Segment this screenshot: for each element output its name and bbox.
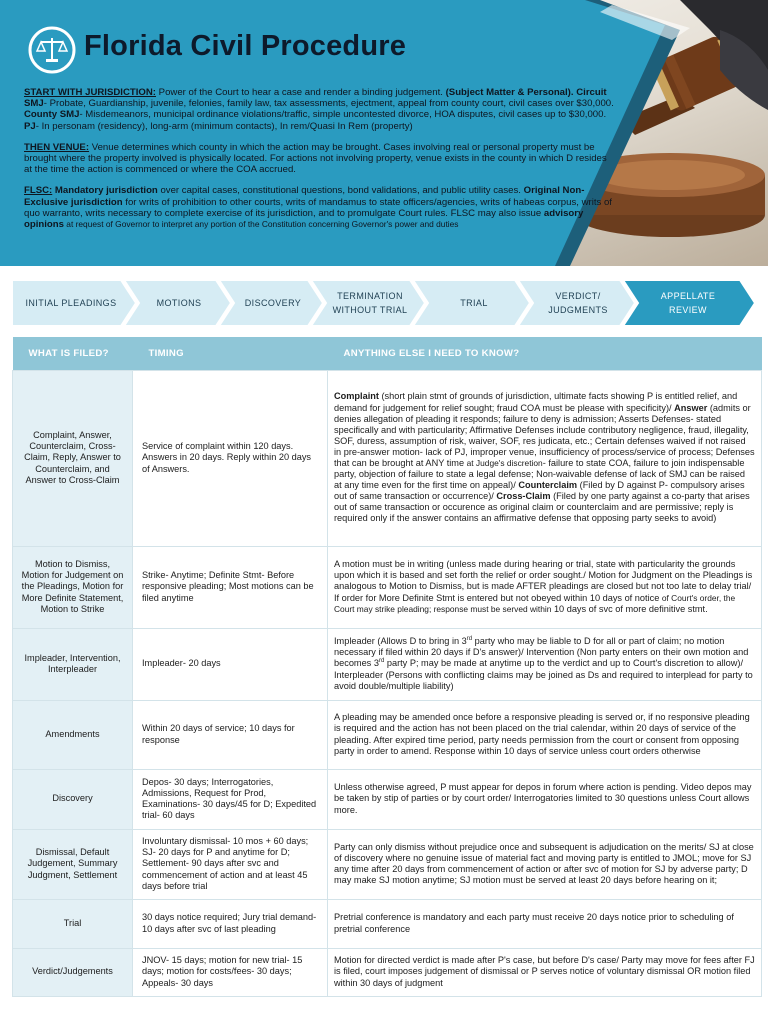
column-header-what-filed: WHAT IS FILED? [13,337,133,370]
cell-filed: Verdict/Judgements [13,948,133,996]
venue-label: THEN VENUE: [24,141,90,153]
flsc-label: FLSC: [24,185,53,197]
step-trial: TRIAL [460,298,488,308]
header [0,0,768,266]
cell-filed: Amendments [13,700,133,769]
county-label: County SMJ [24,109,80,121]
mandatory-label: Mandatory jurisdiction [52,185,158,197]
step-initial-pleadings: INITIAL PLEADINGS [25,298,117,308]
advisory-label: advisory opinions [24,207,584,231]
venue-paragraph [24,142,616,176]
table-row [13,628,762,700]
table-row [13,769,762,829]
cell-filed: Dismissal, Default Judgement, Summary Judgment, Settlement [13,829,133,899]
cell-notes: Impleader (Allows D to bring in 3rd party who may be liable to D for all or part of claim; no motion necessary if filed within 20 days if D's answer)/ Intervention (Non party enters on their own motion and becomes 3rd party P; may be made at anytime up to the verdict and up to Court's discretion to allow)/ Interpleader (Persons with conflicting claims may be joined as Ds and required to interplead for party to avoid double/multiple liability) [328,628,762,700]
flsc-paragraph [24,185,616,230]
cell-timing: Impleader- 20 days [133,628,328,700]
jurisdiction-label: START WITH JURISDICTION: [24,87,156,98]
pj-text: - In personam (residency), long-arm (minimum contacts), In rem/Quasi In Rem (property) [35,120,413,132]
cell-filed: Motion to Dismiss, Motion for Judgement on the Pleadings, Motion for More Definite Statement, Motion to Strike [13,546,133,628]
cell-notes: Complaint (short plain stmt of grounds of jurisdiction, ultimate facts showing P is entitled relief, and demand for judgement for relief sought; fraud COA must be please with specificity)/ Answer (admits or denies allegation of pleading it responds; failure to deny is admission; Asserts Defenses- stated specifically and with particularity; Affirmative Defenses include contributory negligence, fraud, illegality, SOF, duress, assumption of risk, waiver, SOF, res judicata, etc.; Certain defenses waived if not raised in pre-answer motion- lack of PJ, improper venue, insufficiency of process/service of process; Defenses that can be brought at ANY time at Judge's discretion- failure to state COA, failure to join indispensable party, objection of failure to state a legal defense; Non-waivable defense of lack of SMJ can be raised at any time even for the first time on appeal)/ Counterclaim (Filed by D against P- compulsory arises out of same transaction or occurrence)/ Cross-Claim (Filed by one party against a co-party that arises out of same transaction or occurence as original claim or counterclaim and are permissive; reply is required only if the answer contains an affirmative defense that opposing party seeks to avoid) [328,370,762,546]
column-header-timing: TIMING [133,337,328,370]
cell-filed: Discovery [13,769,133,829]
scales-of-justice-icon [28,26,76,74]
cell-timing: Strike- Anytime; Definite Stmt- Before responsive pleading; Most motions can be filed anytime [133,546,328,628]
cell-notes: Party can only dismiss without prejudice once and subsequent is adjudication on the merits/ SJ at close of discovery where no genuine issue of material fact and moving party is entitled to JMOL; move for SJ any time after 20 days from commencement of action or after svc of motion for SJ by adverse party; D may make SJ motion anytime; SJ motion must be served at least 20 days before hearing on it; [328,829,762,899]
table-row [13,948,762,996]
advisory-text: at request of Governor to interpret any portion of the Constitution concerning Governor's power and duties [63,219,459,230]
cell-filed: Trial [13,899,133,948]
intro-text [24,87,616,240]
procedure-table [12,337,762,997]
cell-timing: Depos- 30 days; Interrogatories, Admissions, Request for Prod, Examinations- 30 days/45 for D; Expedited trial- 60 days [133,769,328,829]
table-row [13,899,762,948]
cell-notes: Motion for directed verdict is made after P's case, but before D's case/ Party may move for fees after FJ is filed, court imposes judgement of dismissal or P serves notice of voluntary dismissal OR motion filed within 30 days of judgment [328,948,762,996]
table-row [13,829,762,899]
jurisdiction-text: Power of the Court to hear a case and render a binding judgement. [156,87,446,98]
column-header-notes: ANYTHING ELSE I NEED TO KNOW? [328,337,762,370]
cell-timing: JNOV- 15 days; motion for new trial- 15 days; motion for costs/fees- 30 days; Appeals- 30 days [133,948,328,996]
step-discovery: DISCOVERY [244,298,302,308]
table-row [13,370,762,546]
mandatory-text: over capital cases, constitutional questions, bond validations, and public utility cases. [157,185,524,197]
county-text: - Misdemeanors, municipal ordinance violations/traffic, simple uncontested divorce, HOA disputes, civil cases up to $30,000. [79,109,607,121]
cell-timing: Service of complaint within 120 days. Answers in 20 days. Reply within 20 days of Answers. [133,370,328,546]
page-title: Florida Civil Procedure [84,30,407,62]
step-motions: MOTIONS [156,298,202,308]
process-steps [12,280,756,326]
cell-notes: Pretrial conference is mandatory and each party must receive 20 days notice prior to scheduling of pretrial conference [328,899,762,948]
table-header-row [13,337,762,370]
table-row [13,700,762,769]
pj-label: PJ [24,120,36,132]
cell-timing: Within 20 days of service; 10 days for response [133,700,328,769]
jurisdiction-bold: (Subject Matter & Personal). [445,87,574,98]
cell-timing: Involuntary dismissal- 10 mos + 60 days; SJ- 20 days for P and anytime for D; Settlement- 90 days after svc and commencement of action and at least 45 days before trial [133,829,328,899]
original-text: for writs of prohibition to other courts, writs of mandamus to state officers/agencies, writs of habeas corpus, writs of quo warranto, writs necessary to complete exercise of its jurisdiction, and to promulgate Court rules. FLSC may also issue [24,196,612,219]
original-label: Original Non-Exclusive jurisdiction [24,185,585,208]
table-row [13,546,762,628]
step-termination-without-trial: TERMINATION WITHOUT TRIAL [332,291,408,315]
cell-filed: Complaint, Answer, Counterclaim, Cross-Claim, Reply, Answer to Counterclaim, and Answer to Cross-Claim [13,370,133,546]
circuit-text: - Probate, Guardianship, juvenile, felonies, family law, tax assessments, ejectment, appeal from county court, civil cases over $30,000. [43,98,614,110]
cell-notes: A pleading may be amended once before a responsive pleading is served or, if no responsive pleading is required and the action has not been placed on the trial calendar, within 20 days of service of the pleading. After expired time period, party needs permission from the court or consent from opposing party in order to amend. Response within 10 days of service unless court orders otherwise [328,700,762,769]
cell-timing: 30 days notice required; Jury trial demand- 10 days after svc of last pleading [133,899,328,948]
venue-text: Venue determines which county in which the action may be brought. Cases involving real or personal property must be brought where the property involved is physically located. For actions not involving property, venue exists in the county in which D resides at the time the action is commenced or where the COA accrued. [24,141,607,176]
step-appellate-review: APPELLATE REVIEW [660,291,716,315]
circuit-label: Circuit SMJ [24,87,607,110]
cell-filed: Impleader, Intervention, Interpleader [13,628,133,700]
cell-notes: A motion must be in writing (unless made during hearing or trial, state with particularity the grounds upon which it is based and set forth the relief or order sought./ Motion for Judgment on the Pleadings is analogous to Motion to Dismiss, but is made AFTER pleadings are closed but not too late to delay trial/ If order for More Definite Stmt is entered but not obeyed within 10 days of notice of Court's order, the Court may strike pleading; response must be served within 10 days of svc of more definitive stmt. [328,546,762,628]
step-verdict-judgments: VERDICT/ JUDGMENTS [548,291,608,315]
cell-notes: Unless otherwise agreed, P must appear for depos in forum where action is pending. Video depos may be taken by stip of parties or by court order/ Interrogatories limited to 30 questions unless Court allows more. [328,769,762,829]
jurisdiction-paragraph [24,87,616,132]
